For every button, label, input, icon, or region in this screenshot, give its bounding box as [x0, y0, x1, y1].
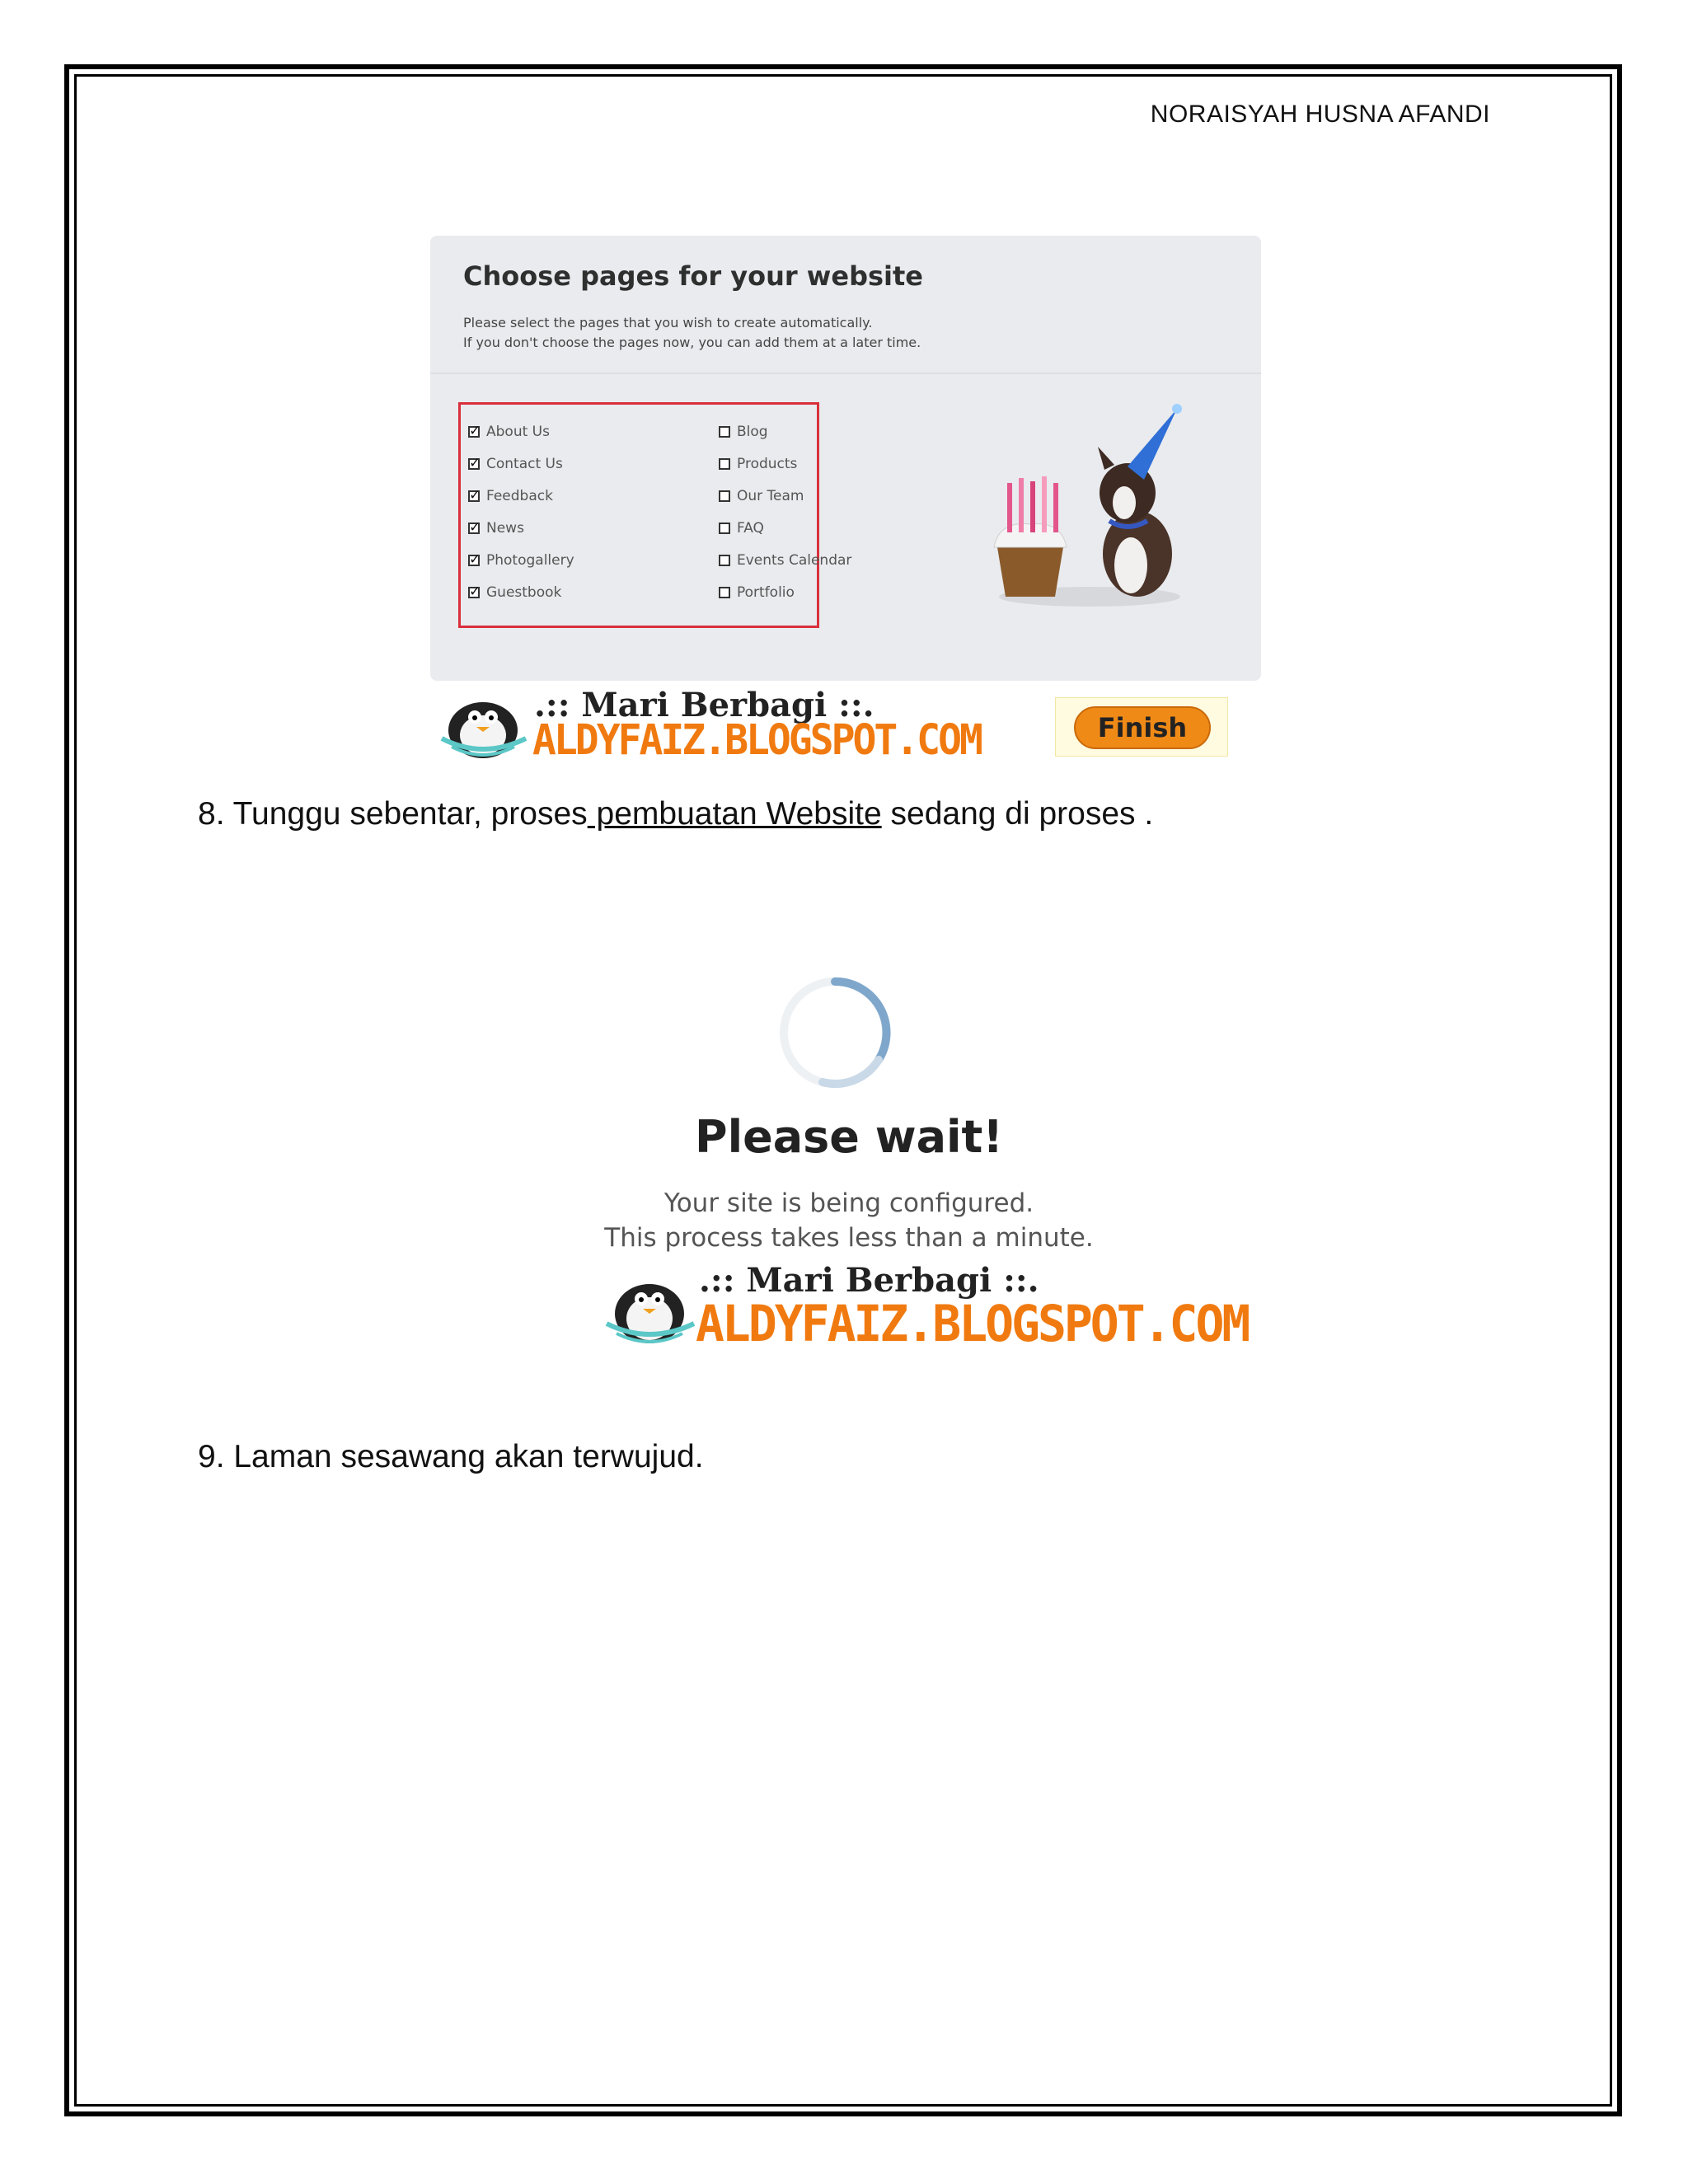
- right-checkbox-5[interactable]: [719, 552, 851, 569]
- checkbox-icon[interactable]: [468, 458, 480, 470]
- checkbox-icon[interactable]: [468, 587, 480, 598]
- panel-divider: [430, 373, 1261, 374]
- checkbox-icon[interactable]: [468, 490, 480, 502]
- checkbox-label: About Us: [486, 424, 550, 440]
- checkbox-label: Photogallery: [486, 552, 574, 569]
- step-8-link: pembuatan Website: [587, 796, 882, 832]
- checkbox-icon[interactable]: [719, 458, 730, 470]
- penguin-icon: [435, 681, 534, 760]
- right-checkbox-6[interactable]: [719, 584, 795, 601]
- panel-description: [463, 313, 921, 353]
- choose-pages-screenshot: [430, 236, 1261, 765]
- checkbox-icon[interactable]: [468, 523, 480, 534]
- checkbox-icon[interactable]: [719, 426, 730, 438]
- please-wait-title: Please wait!: [695, 1111, 1003, 1163]
- finish-button-area: [1055, 697, 1228, 757]
- watermark-line1: .:: Mari Berbagi ::.: [534, 686, 874, 724]
- left-checkbox-4[interactable]: [468, 520, 524, 537]
- loading-spinner-icon: [773, 971, 897, 1094]
- watermark-line1-2: .:: Mari Berbagi ::.: [699, 1261, 1039, 1300]
- left-checkbox-2[interactable]: [468, 456, 563, 472]
- choose-pages-panel: [430, 236, 1261, 681]
- checkbox-label: Products: [737, 456, 798, 472]
- left-checkbox-5[interactable]: [468, 552, 574, 569]
- checkbox-label: Portfolio: [737, 584, 795, 601]
- step-8-before: 8. Tunggu sebentar, proses: [198, 796, 588, 832]
- left-checkbox-6[interactable]: [468, 584, 561, 601]
- watermark-line2: ALDYFAIZ.BLOGSPOT.COM: [532, 715, 981, 765]
- checkbox-label: FAQ: [737, 520, 764, 537]
- checkbox-icon[interactable]: [468, 426, 480, 438]
- panel-desc-line2: If you don't choose the pages now, you can add them at a later time.: [463, 335, 921, 350]
- watermark-banner: [430, 681, 981, 765]
- checkbox-label: Our Team: [737, 488, 804, 504]
- please-wait-line2: This process takes less than a minute.: [604, 1223, 1094, 1253]
- left-checkbox-3[interactable]: [468, 488, 553, 504]
- right-checkbox-1[interactable]: [719, 424, 768, 440]
- checkbox-label: Feedback: [486, 488, 553, 504]
- checkbox-icon[interactable]: [719, 523, 730, 534]
- panel-desc-line1: Please select the pages that you wish to create automatically.: [463, 315, 873, 330]
- finish-button[interactable]: Finish: [1074, 706, 1211, 749]
- checkbox-icon[interactable]: [719, 490, 730, 502]
- panel-title: Choose pages for your website: [463, 260, 923, 292]
- dog-cupcake-illustration: [982, 401, 1197, 615]
- step-8-after: sedang di proses .: [881, 796, 1154, 832]
- checkbox-label: News: [486, 520, 524, 537]
- checkbox-icon[interactable]: [468, 555, 480, 566]
- right-checkbox-2[interactable]: [719, 456, 797, 472]
- author-header: NORAISYAH HUSNA AFANDI: [1150, 101, 1490, 128]
- please-wait-line1: Your site is being configured.: [663, 1188, 1034, 1218]
- right-checkbox-3[interactable]: [719, 488, 804, 504]
- please-wait-screenshot: [602, 948, 1249, 1376]
- penguin-icon: [602, 1259, 701, 1350]
- step-9-text: 9. Laman sesawang akan terwujud.: [198, 1439, 704, 1474]
- checkbox-label: Events Calendar: [737, 552, 852, 569]
- right-checkbox-4[interactable]: [719, 520, 764, 537]
- left-checkbox-1[interactable]: [468, 424, 550, 440]
- checkbox-icon[interactable]: [719, 555, 730, 566]
- watermark-line2-2: ALDYFAIZ.BLOGSPOT.COM: [696, 1294, 1249, 1353]
- step-8-text: [198, 796, 1153, 832]
- watermark-banner-2: [602, 1258, 1249, 1376]
- checkbox-label: Blog: [737, 424, 768, 440]
- checkbox-icon[interactable]: [719, 587, 730, 598]
- checkbox-label: Guestbook: [486, 584, 562, 601]
- checkbox-label: Contact Us: [486, 456, 563, 472]
